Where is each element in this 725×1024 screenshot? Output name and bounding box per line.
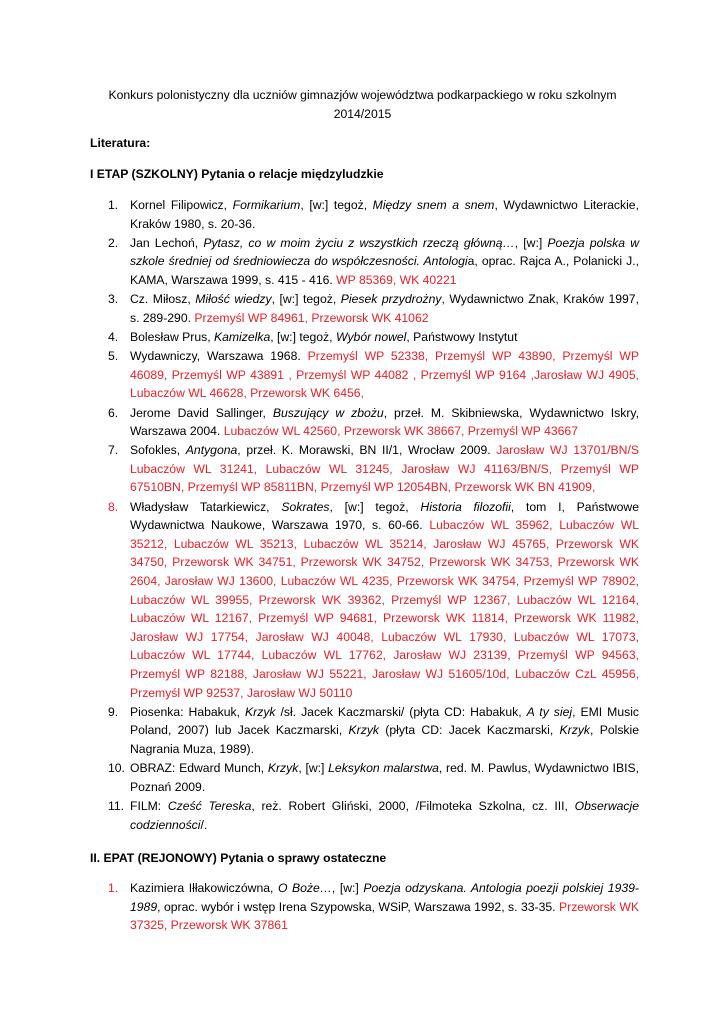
citation-text: , [w:] tegoż, bbox=[300, 198, 373, 212]
list-item-number: 3. bbox=[108, 292, 119, 307]
list-item bbox=[90, 196, 639, 233]
italic-title: Piesek przydrożny bbox=[340, 292, 442, 307]
italic-title: Między snem a snem bbox=[372, 198, 495, 212]
citation-text: , Wydawnictwo Literackie, Kraków 1980, s. 20-36. bbox=[130, 198, 639, 231]
italic-title: Krzyk bbox=[559, 723, 591, 738]
italic-title: Kamizelka bbox=[214, 329, 271, 344]
citation-text: Jan Lechoń, bbox=[130, 235, 204, 250]
italic-title: Sokrates bbox=[281, 499, 330, 514]
citation-text: OBRAZ: Edward Munch, bbox=[130, 761, 268, 776]
italic-title: Wybór nowel bbox=[335, 329, 407, 344]
list-item bbox=[90, 404, 639, 441]
italic-title: Obserwacje codzienności bbox=[130, 798, 639, 832]
list-item-number: 5. bbox=[108, 349, 119, 364]
list-item bbox=[90, 328, 639, 347]
citation-text: , [w:] bbox=[514, 235, 548, 250]
italic-title: Antygona bbox=[185, 443, 238, 458]
list-item bbox=[90, 498, 639, 703]
italic-title: Historia filozofii bbox=[420, 499, 511, 514]
library-signature: Przemyśl WP 84961, Przeworsk WK 41062 bbox=[194, 310, 429, 325]
citation-text: /sł. Jacek Kaczmarski/ (płyta CD: Habakuk, bbox=[275, 704, 527, 719]
list-item bbox=[90, 879, 639, 935]
italic-title: Poezja odzyskana. Antologia poezji polskiej 1939-1989 bbox=[130, 881, 639, 914]
citation-text: /. bbox=[200, 817, 208, 832]
list-item-number: 10. bbox=[108, 761, 125, 776]
citation-text: Jerome David Sallinger, bbox=[130, 405, 273, 420]
citation-text: Cz. Miłosz, bbox=[130, 292, 196, 307]
citation-text: (płyta CD: Jacek Kaczmarski, bbox=[379, 723, 560, 738]
citation-text: Bolesław Prus, bbox=[130, 329, 214, 344]
citation-text: , reż. Robert Gliński, 2000, /Filmoteka Szkolna, cz. III, bbox=[251, 798, 575, 813]
list-item-number: 8. bbox=[108, 499, 119, 514]
citation-text: , [w:] tegoż, bbox=[271, 292, 341, 307]
library-signature: Przemyśl WP 52338, Przemyśl WP 43890, Przemyśl WP 46089, Przemyśl WP 43891 , Przemyśl WP 44082 , Przemyśl WP 9164 ,Jarosław WJ 4905, Lubaczów WL 46628, Przeworsk WK 6456, bbox=[130, 349, 639, 401]
library-signature: Lubaczów WL 42560, Przeworsk WK 38667, Przemyśl WP 43667 bbox=[223, 424, 578, 439]
list-item bbox=[90, 797, 639, 834]
citation-text: Władysław Tatarkiewicz, bbox=[130, 499, 282, 514]
citation-text: , tom I, Państwowe Wydawnictwa Naukowe, Warszawa 1970, s. 60-66. bbox=[130, 499, 639, 533]
citation-text: , Wydawnictwo Znak, Kraków 1997, s. 289-290. bbox=[130, 292, 639, 325]
citation-text: Sofokles, bbox=[130, 443, 186, 458]
list-item bbox=[90, 703, 639, 759]
citation-text: Kazimiera Iłłakowiczówna, bbox=[130, 881, 278, 895]
citation-text: a, oprac. Rajca A., Polanicki J., KAMA, Warszawa 1999, s. 415 - 416. bbox=[130, 254, 639, 287]
list-item-number: 6. bbox=[108, 405, 119, 420]
library-signature: WP 85369, WK 40221 bbox=[336, 272, 457, 287]
italic-title: O Boże… bbox=[277, 881, 332, 895]
citation-text: , red. M. Pawlus, Wydawnictwo IBIS, Poznań 2009. bbox=[130, 761, 639, 794]
citation-text: , przeł. M. Skibniewska, Wydawnictwo Iskry, Warszawa 2004. bbox=[130, 405, 639, 439]
citation-text: , przeł. K. Morawski, BN II/1, Wrocław 2009. bbox=[237, 443, 497, 458]
library-signature: Przeworsk WK 37325, Przeworsk WK 37861 bbox=[130, 899, 639, 933]
etap1-reading-list bbox=[90, 196, 639, 835]
library-signature: Jarosław WJ 13701/BN/S Lubaczów WL 31241, Lubaczów WL 31245, Jarosław WJ 41163/BN/S, Przemyśl WP 67510BN, Przemyśl WP 85811BN, Przemyśl WP 12054BN, Przeworsk WK BN 41909, bbox=[130, 443, 639, 495]
list-item bbox=[90, 441, 639, 497]
list-item-number: 4. bbox=[108, 329, 119, 344]
citation-text: Wydawniczy, Warszawa 1968. bbox=[130, 349, 308, 364]
etap2-heading: II. EPAT (REJONOWY) Pytania o sprawy ostateczne bbox=[90, 851, 387, 865]
citation-text: Kornel Filipowicz, bbox=[130, 198, 233, 212]
citation-text: , [w:] tegoż, bbox=[329, 499, 421, 514]
italic-title: Krzyk bbox=[267, 761, 299, 776]
citation-text: Piosenka: Habakuk, bbox=[130, 704, 246, 719]
citation-text: , EMI Music Poland, 2007) lub Jacek Kaczmarski, bbox=[130, 704, 639, 738]
italic-title: Krzyk bbox=[348, 723, 379, 738]
library-signature: Lubaczów WL 35962, Lubaczów WL 35212, Lubaczów WL 35213, Lubaczów WL 35214, Jarosław WJ 45765, Przeworsk WK 34750, Przeworsk WK 34751, Przeworsk WK 34752, Przeworsk WK 34753, Przeworsk WK 2604, Jarosław WJ 13600, Lubaczów WL 4235, Przeworsk WK 34754, Przemyśl WP 78902, Lubaczów WL 39955, Przeworsk WK 39362, Przemyśl WP 12367, Lubaczów WL 12164, Lubaczów WL 12167, Przemyśl WP 94681, Przeworsk WK 11814, Przeworsk WK 11982, Jarosław WJ 17754, Jarosław WJ 40048, Lubaczów WL 17930, Lubaczów WL 17073, Lubaczów WL 17744, Lubaczów WL 17762, Jarosław WJ 23139, Przemyśl WP 94563, Przemyśl WP 82188, Jarosław WJ 55221, Jarosław WJ 51605/10d, Lubaczów CzL 45956, Przemyśl WP 92537, Jarosław WJ 50110 bbox=[130, 518, 639, 700]
italic-title: Formikarium bbox=[232, 198, 301, 212]
list-item bbox=[90, 290, 639, 327]
list-item-number: 1. bbox=[108, 198, 119, 212]
citation-text: , Państwowy Instytut bbox=[406, 329, 518, 344]
list-item bbox=[90, 234, 639, 290]
list-item-number: 9. bbox=[108, 704, 119, 719]
citation-text: , [w:] tegoż, bbox=[270, 329, 336, 344]
etap2-reading-list bbox=[90, 879, 639, 935]
list-item-number: 11. bbox=[108, 798, 125, 813]
document-title: Konkurs polonistyczny dla uczniów gimnazjów województwa podkarpackiego w roku szkolnym 2014/2015 bbox=[108, 88, 617, 121]
literatura-heading: Literatura: bbox=[90, 136, 151, 150]
italic-title: Pytasz, co w moim życiu z wszystkich rzeczą główną… bbox=[203, 235, 515, 250]
citation-text: , [w:] bbox=[298, 761, 329, 776]
citation-text: , Polskie Nagrania Muza, 1989). bbox=[130, 723, 639, 756]
list-item bbox=[90, 759, 639, 796]
citation-text: FILM: bbox=[130, 798, 168, 813]
citation-text: , [w:] bbox=[331, 881, 364, 895]
list-item-number: 1. bbox=[108, 881, 119, 895]
list-item-number: 2. bbox=[108, 235, 119, 250]
italic-title: Miłość wiedzy bbox=[195, 292, 272, 307]
list-item-number: 7. bbox=[108, 443, 119, 458]
italic-title: Poezja polska w szkole średniej od średniowiecza do współczesności. Antologi bbox=[130, 235, 639, 269]
italic-title: Buszujący w zbożu bbox=[272, 405, 384, 420]
citation-text: , oprac. wybór i wstęp Irena Szypowska, WSiP, Warszawa 1992, s. 33-35. bbox=[157, 899, 560, 914]
italic-title: Leksykon malarstwa bbox=[328, 761, 439, 776]
list-item bbox=[90, 347, 639, 403]
italic-title: Cześć Tereska bbox=[167, 798, 252, 813]
italic-title: Krzyk bbox=[245, 704, 276, 719]
italic-title: A ty siej bbox=[526, 704, 573, 719]
etap1-heading: I ETAP (SZKOLNY) Pytania o relacje międzyludzkie bbox=[90, 167, 384, 181]
